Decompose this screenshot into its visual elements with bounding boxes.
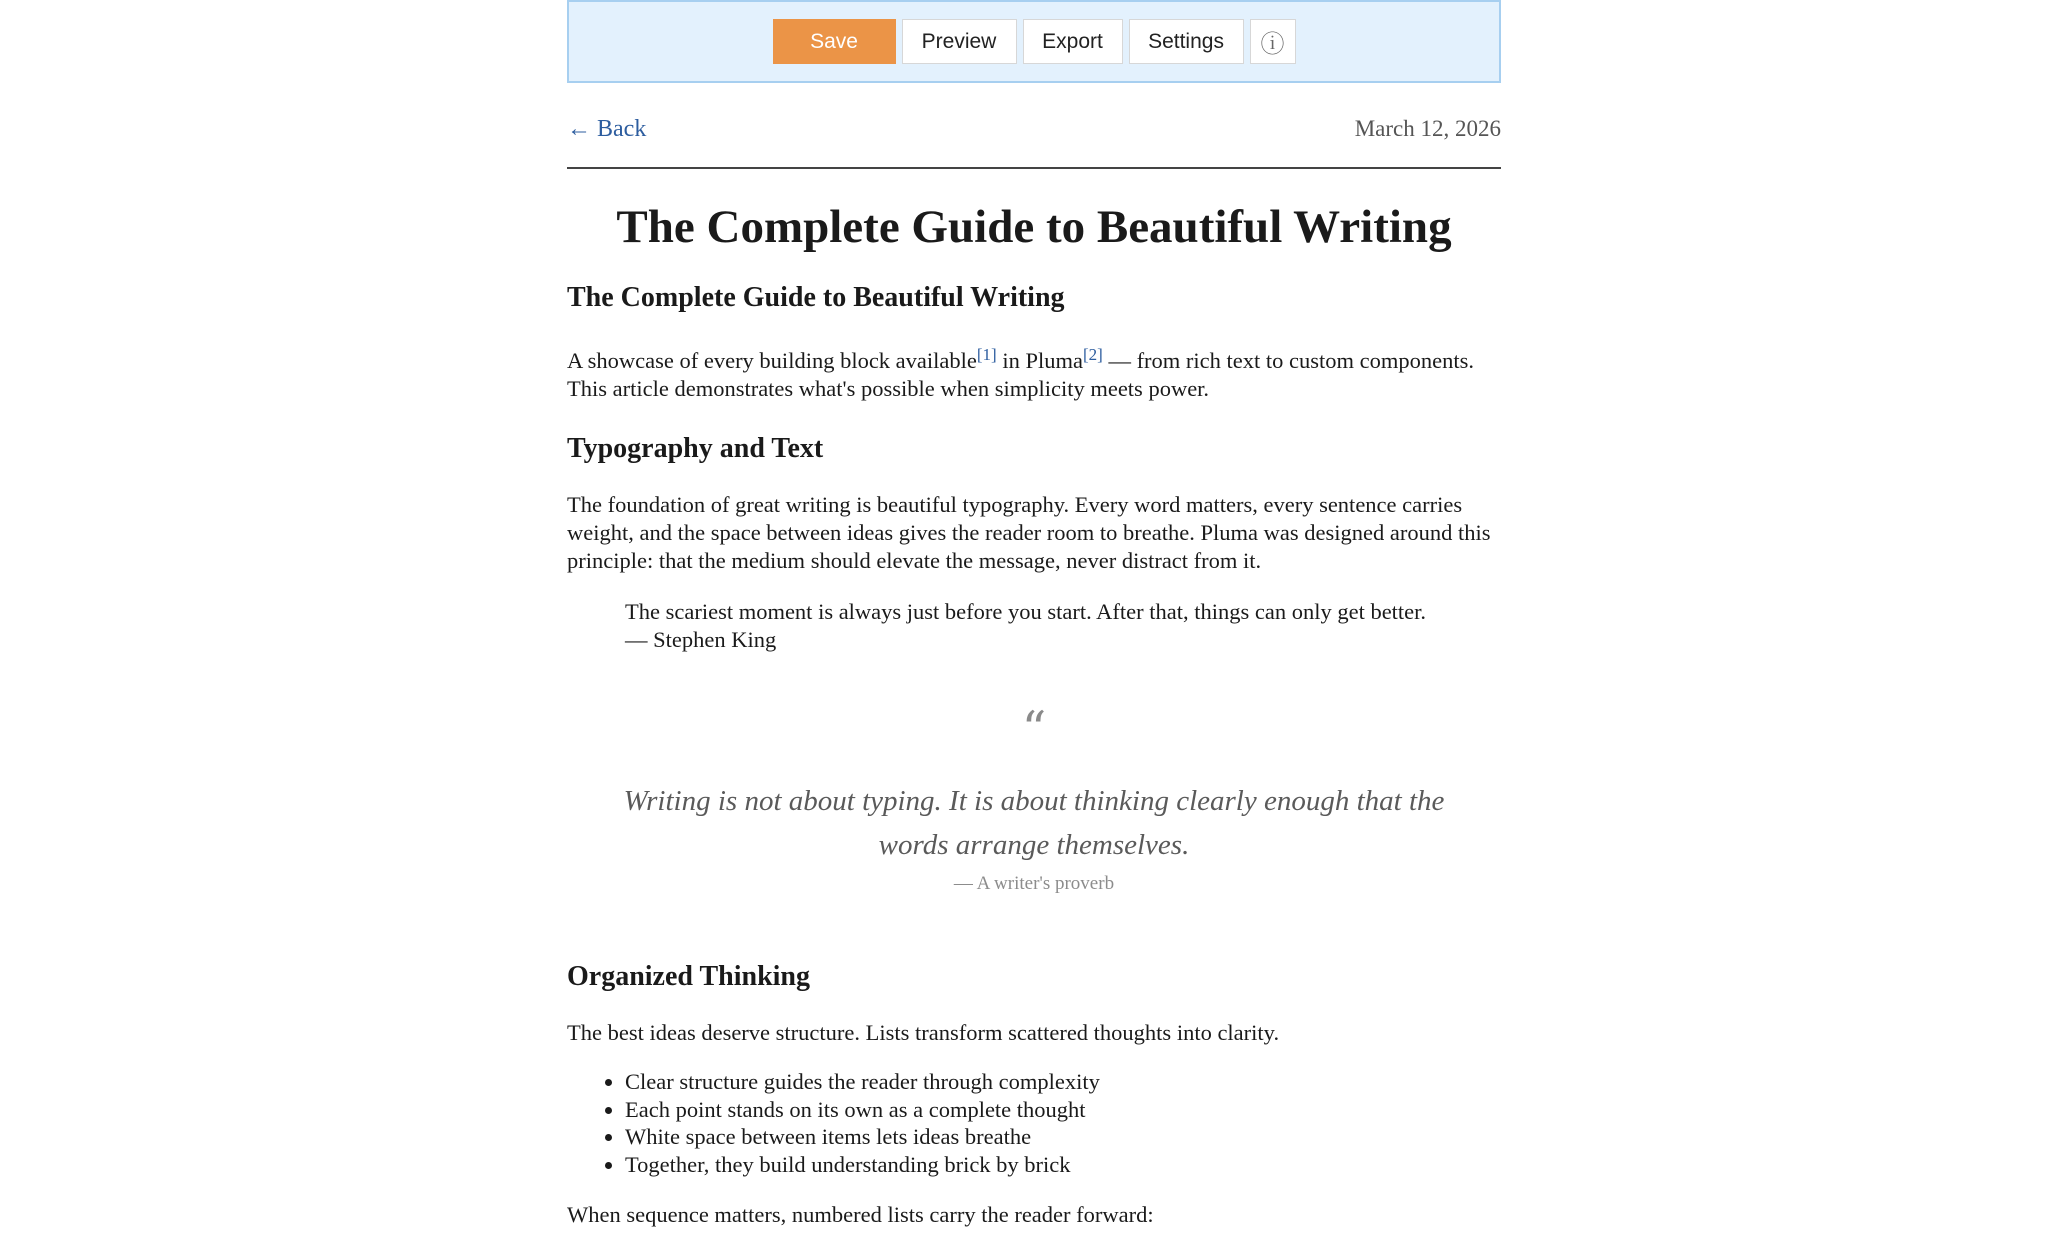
footnote-ref-2[interactable]: [2] bbox=[1082, 345, 1103, 364]
intro-text-2: in Pluma bbox=[996, 348, 1083, 373]
typography-paragraph: The foundation of great writing is beautiful typography. Every word matters, every sentence carries weight, and the space between ideas gives the reader room to breathe. Pluma was designed around this principle: that the medium should elevate the message, never distract from it. bbox=[567, 492, 1491, 573]
intro-paragraph bbox=[567, 347, 1501, 403]
info-button[interactable] bbox=[1250, 19, 1296, 64]
page bbox=[567, 0, 1501, 1227]
organized-paragraph: The best ideas deserve structure. Lists transform scattered thoughts into clarity. bbox=[567, 1020, 1280, 1045]
pullquote bbox=[567, 701, 1501, 895]
settings-button[interactable]: Settings bbox=[1129, 19, 1244, 64]
article-nav bbox=[567, 83, 1501, 169]
blockquote-text: The scariest moment is always just before you start. After that, things can only get better. bbox=[625, 599, 1427, 624]
quote-mark-icon: “ bbox=[1021, 701, 1047, 757]
list-item: • Clear structure guides the reader through complexity bbox=[625, 1068, 1559, 1096]
editor-toolbar bbox=[567, 0, 1501, 83]
numbered-list-intro: When sequence matters, numbered lists carry the reader forward: bbox=[567, 1202, 1154, 1227]
list-item: • White space between items lets ideas breathe bbox=[625, 1123, 1559, 1151]
article-subtitle: The Complete Guide to Beautiful Writing bbox=[567, 282, 1065, 313]
export-button[interactable]: Export bbox=[1023, 19, 1123, 64]
post-date: March 12, 2026 bbox=[1354, 116, 1501, 141]
intro-text-3: — from rich text to custom components. This article demonstrates what's possible when simplicity meets power. bbox=[567, 348, 1474, 401]
back-link[interactable]: ← Back bbox=[567, 116, 647, 142]
pullquote-text: Writing is not about typing. It is about thinking clearly enough that the words arrange themselves. bbox=[623, 785, 1445, 861]
info-icon: ⓘ bbox=[1260, 31, 1285, 58]
pullquote-cite: — A writer's proverb bbox=[953, 873, 1115, 894]
footnote-ref-1[interactable]: [1] bbox=[976, 345, 997, 364]
bullet-list bbox=[567, 1068, 1559, 1178]
blockquote-author: — Stephen King bbox=[625, 627, 777, 652]
preview-button[interactable]: Preview bbox=[902, 19, 1017, 64]
section-heading-typography: Typography and Text bbox=[567, 433, 824, 464]
section-heading-organized: Organized Thinking bbox=[567, 961, 811, 992]
list-item: • Each point stands on its own as a complete thought bbox=[625, 1096, 1559, 1124]
intro-text-1: A showcase of every building block available bbox=[567, 348, 977, 373]
save-button[interactable]: Save bbox=[773, 19, 896, 64]
list-item: • Together, they build understanding brick by brick bbox=[625, 1151, 1559, 1179]
blockquote bbox=[625, 598, 1501, 654]
article-title: The Complete Guide to Beautiful Writing bbox=[616, 201, 1452, 253]
